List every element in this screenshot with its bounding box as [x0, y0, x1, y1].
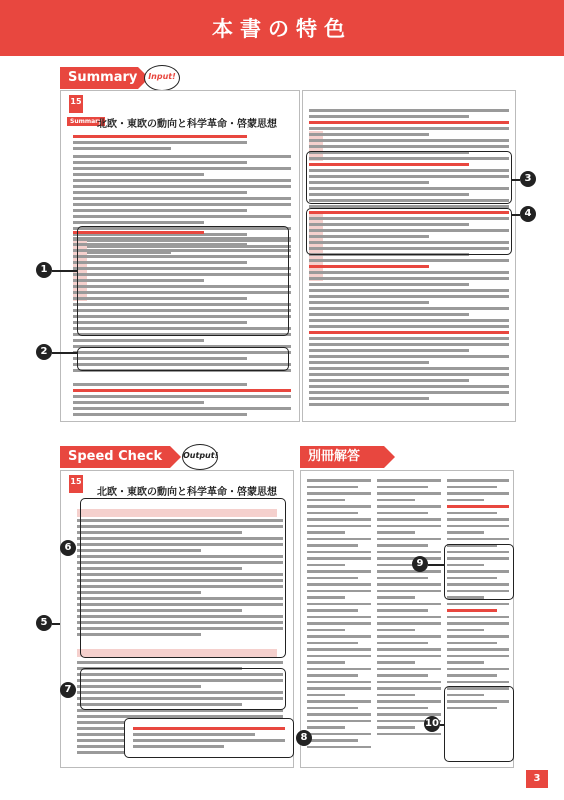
- summary-tag: Summary: [67, 117, 105, 126]
- callout-box-9: [444, 544, 514, 600]
- callout-box-6: [80, 498, 286, 658]
- summary-section-banner: [60, 67, 138, 89]
- callout-marker-5: 5: [36, 615, 52, 631]
- speed-check-label: Speed Check: [68, 449, 163, 464]
- header-bar: [0, 0, 564, 56]
- summary-right-page: [302, 90, 516, 422]
- speed-check-section-banner: [60, 446, 170, 468]
- callout-box-2: [77, 347, 289, 371]
- callout-marker-7: 7: [60, 682, 76, 698]
- callout-box-3: [306, 151, 512, 204]
- answers-section-banner: [300, 446, 384, 468]
- answers-column-1: [307, 479, 371, 752]
- callout-marker-2: 2: [36, 344, 52, 360]
- page-title: 本書の特色: [212, 17, 352, 41]
- callout-marker-6: 6: [60, 540, 76, 556]
- speed-chapter-title: 北欧・東欧の動向と科学革命・啓蒙思想: [97, 487, 277, 498]
- callout-marker-8: 8: [296, 730, 312, 746]
- input-badge: Input!: [144, 65, 180, 91]
- callout-box-8: [124, 718, 294, 758]
- chapter-title: 北欧・東欧の動向と科学革命・啓蒙思想: [97, 119, 277, 130]
- callout-marker-9: 9: [412, 556, 428, 572]
- callout-marker-1: 1: [36, 262, 52, 278]
- callout-box-4: [306, 208, 512, 255]
- summary-body-lines-b: [73, 383, 291, 419]
- answers-label: 別冊解答: [308, 449, 361, 464]
- callout-box-1: [77, 226, 289, 336]
- summary-label: Summary: [68, 70, 138, 85]
- callout-box-7: [80, 668, 286, 710]
- callout-box-10: [444, 686, 514, 762]
- page-number: 3: [526, 770, 548, 788]
- callout-marker-3: 3: [520, 171, 536, 187]
- summary-point-lines: [73, 135, 291, 153]
- speed-chapter-number: 15: [69, 475, 83, 493]
- callout-marker-10: 10: [424, 716, 440, 732]
- chapter-number: 15: [69, 95, 83, 113]
- answers-column-2: [377, 479, 441, 739]
- output-badge: Output!: [182, 444, 218, 470]
- callout-marker-4: 4: [520, 206, 536, 222]
